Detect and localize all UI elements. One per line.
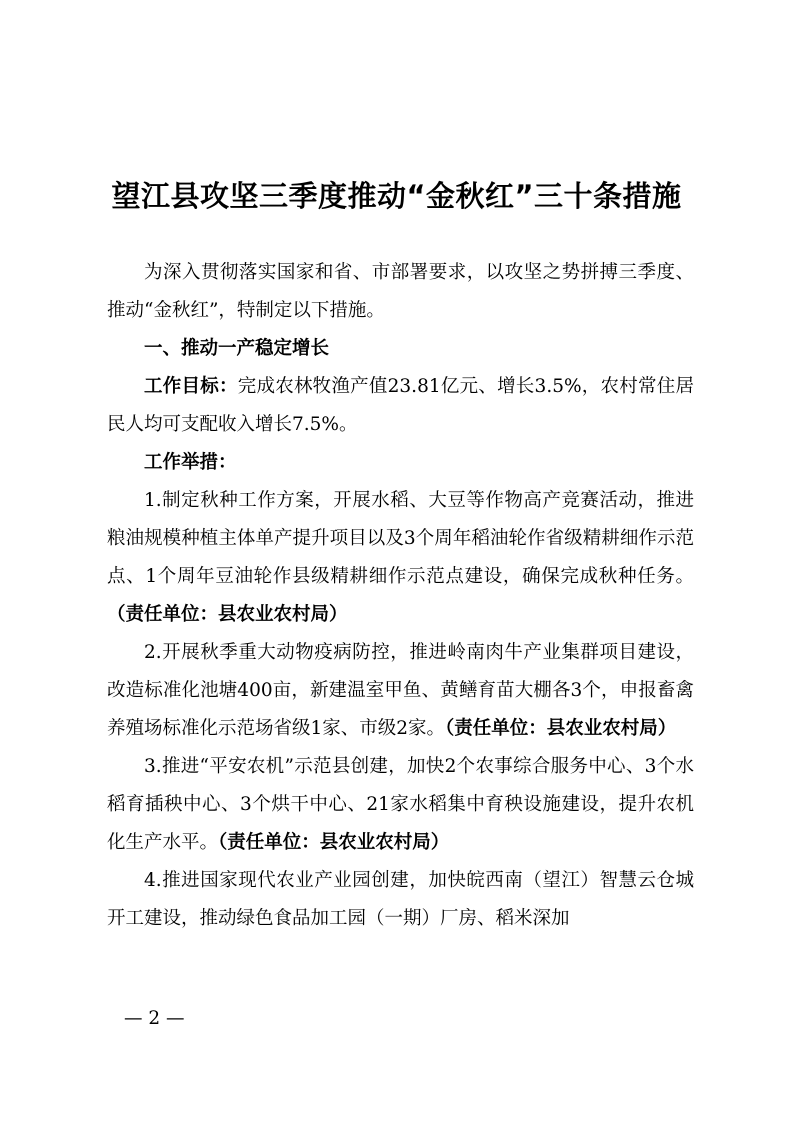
responsible-unit: （责任单位：县农业农村局）	[218, 832, 450, 853]
page-number: — 2 —	[124, 1008, 185, 1029]
document-title: 望江县攻坚三季度推动“金秋红”三十条措施	[111, 179, 682, 213]
goal-label: 工作目标：	[144, 376, 238, 397]
document-body	[107, 254, 694, 938]
section-heading: 一、推动一产稳定增长	[144, 338, 330, 359]
intro-paragraph: 为深入贯彻落实国家和省、市部署要求，以攻坚之势拼搏三季度、推动“金秋红”，特制定以下措施。	[107, 262, 694, 321]
measure-text: 4.推进国家现代农业产业园创建，加快皖西南（望江）智慧云仓城开工建设，推动绿色食品加工园（一期）厂房、稻米深加	[107, 870, 694, 929]
measure-item-1	[107, 482, 694, 634]
measure-text: 3.推进“平安农机”示范县创建，加快2个农事综合服务中心、3个水稻育插秧中心、3个烘干中心、21家水稻集中育秧设施建设，提升农机化生产水平。	[107, 756, 694, 853]
goal-paragraph	[107, 368, 694, 444]
measure-item-2	[107, 634, 694, 748]
responsible-unit: （责任单位：县农业农村局）	[107, 604, 348, 625]
measure-item-3	[107, 748, 694, 862]
goal-text: 完成农林牧渔产值23.81亿元、增长3.5%，农村常住居民人均可支配收入增长7.5%。	[107, 376, 694, 435]
measure-text: 2.开展秋季重大动物疫病防控，推进岭南肉牛产业集群项目建设，改造标准化池塘400亩，新建温室甲鱼、黄鳝育苗大棚各3个，申报畜禽养殖场标准化示范场省级1家、市级2家。	[107, 642, 694, 739]
measures-label: 工作举措：	[144, 452, 237, 473]
measure-text: 1.制定秋种工作方案，开展水稻、大豆等作物高产竞赛活动，推进粮油规模种植主体单产提升项目以及3个周年稻油轮作省级精耕细作示范点、1个周年豆油轮作县级精耕细作示范点建设，确保完成秋种任务。	[107, 490, 694, 587]
responsible-unit: （责任单位：县农业农村局）	[445, 718, 677, 739]
measure-item-4	[107, 862, 694, 938]
